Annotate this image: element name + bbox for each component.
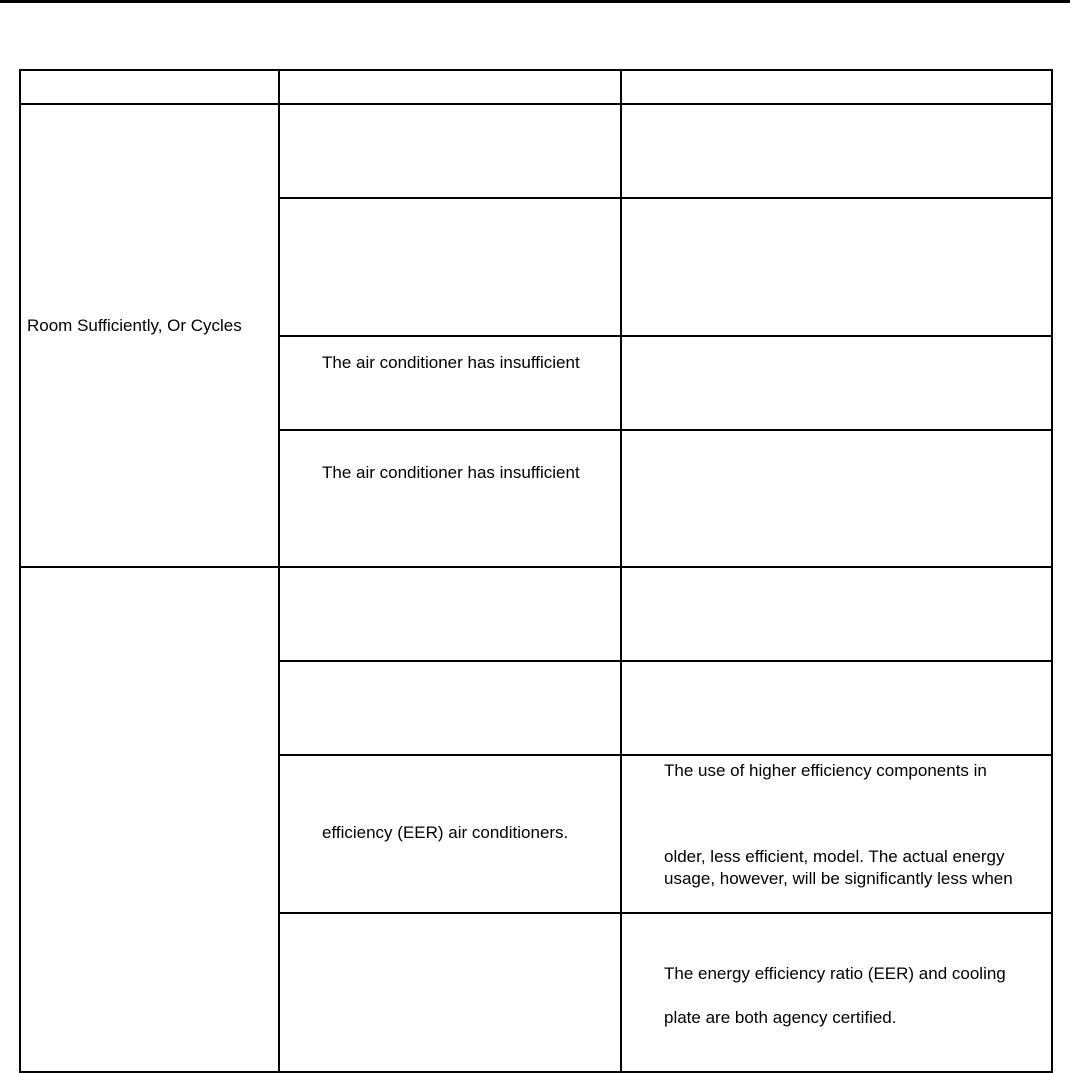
row-divider (278, 197, 1053, 199)
row-divider (278, 660, 1053, 662)
column-divider-1 (278, 69, 280, 1073)
top-rule (0, 0, 1070, 3)
solution-cell-text: usage, however, will be significantly less when (664, 869, 1013, 888)
column-divider-2 (620, 69, 622, 1073)
solution-cell-text: plate are both agency certified. (664, 1008, 897, 1027)
header-row-bottom (19, 103, 1053, 105)
row-divider (278, 335, 1053, 337)
cause-cell-text: The air conditioner has insufficient (322, 353, 580, 372)
group-divider (19, 566, 1053, 568)
row-divider (278, 429, 1053, 431)
row-divider (278, 754, 1053, 756)
solution-cell-text: older, less efficient, model. The actual energy (664, 847, 1005, 866)
solution-cell-text: The energy efficiency ratio (EER) and cooling (664, 964, 1006, 983)
row-divider (278, 912, 1053, 914)
solution-cell-text: The use of higher efficiency components in (664, 761, 987, 780)
cause-cell-text: efficiency (EER) air conditioners. (322, 823, 569, 842)
problem-cell-text: Room Sufficiently, Or Cycles (27, 316, 242, 335)
cause-cell-text: The air conditioner has insufficient (322, 463, 580, 482)
troubleshooting-table (19, 69, 1053, 1073)
